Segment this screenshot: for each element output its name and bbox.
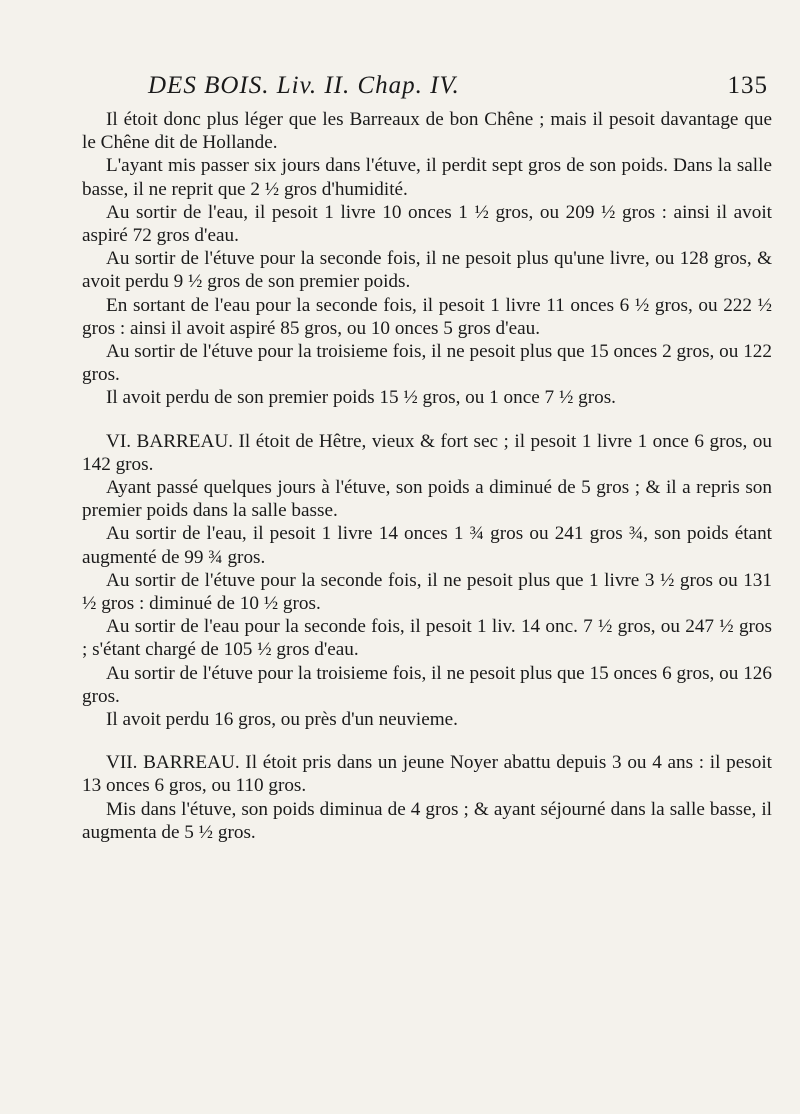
paragraph: Au sortir de l'eau, il pesoit 1 livre 14 onces 1 ¾ gros ou 241 gros ¾, son poids étant augmenté de 99 ¾ gros. [82, 523, 772, 568]
paragraph: L'ayant mis passer six jours dans l'étuve, il perdit sept gros de son poids. Dans la salle basse, il ne reprit que 2 ½ gros d'humidité. [82, 155, 772, 200]
section-paragraph-barreau-vi: VI. BARREAU. Il étoit de Hêtre, vieux & fort sec ; il pesoit 1 livre 1 once 6 gros, ou 142 gros. [82, 430, 772, 475]
paragraph: Au sortir de l'étuve pour la seconde fois, il ne pesoit plus qu'une livre, ou 128 gros, & avoit perdu 9 ½ gros de son premier poids. [82, 248, 772, 293]
paragraph: Au sortir de l'eau pour la seconde fois, il pesoit 1 liv. 14 onc. 7 ½ gros, ou 247 ½ gros ; s'étant chargé de 105 ½ gros d'eau. [82, 616, 772, 661]
paragraph: Au sortir de l'étuve pour la seconde fois, il ne pesoit plus que 1 livre 3 ½ gros ou 131 ½ gros : diminué de 10 ½ gros. [82, 569, 772, 615]
paragraph: Il avoit perdu 16 gros, ou près d'un neuvieme. [106, 709, 458, 731]
paragraph: Au sortir de l'étuve pour la troisieme fois, il ne pesoit plus que 15 onces 2 gros, ou 122 gros. [82, 341, 772, 386]
paragraph: Il étoit donc plus léger que les Barreaux de bon Chêne ; mais il pesoit davantage que le Chêne dit de Hollande. [82, 109, 772, 154]
page-header [148, 72, 768, 100]
paragraph: Mis dans l'étuve, son poids diminua de 4 gros ; & ayant séjourné dans la salle basse, il augmenta de 5 ½ gros. [82, 798, 772, 843]
paragraph: En sortant de l'eau pour la seconde fois, il pesoit 1 livre 11 onces 6 ½ gros, ou 222 ½ gros : ainsi il avoit aspiré 85 gros, ou 10 onces 5 gros d'eau. [82, 294, 772, 339]
body-text [82, 108, 772, 844]
page-number: 135 [727, 72, 768, 99]
paragraph: Au sortir de l'eau, il pesoit 1 livre 10 onces 1 ½ gros, ou 209 ½ gros : ainsi il avoit aspiré 72 gros d'eau. [82, 201, 772, 247]
running-title: DES BOIS. Liv. II. Chap. IV. [148, 72, 460, 99]
paragraph: Au sortir de l'étuve pour la troisieme fois, il ne pesoit plus que 15 onces 6 gros, ou 126 gros. [82, 662, 772, 707]
paragraph: Il avoit perdu de son premier poids 15 ½ gros, ou 1 once 7 ½ gros. [106, 387, 616, 409]
paragraph: Ayant passé quelques jours à l'étuve, son poids a diminué de 5 gros ; & il a repris son premier poids dans la salle basse. [82, 477, 772, 522]
section-paragraph-barreau-vii: VII. BARREAU. Il étoit pris dans un jeune Noyer abattu depuis 3 ou 4 ans : il pesoit 13 onces 6 gros, ou 110 gros. [82, 752, 772, 797]
